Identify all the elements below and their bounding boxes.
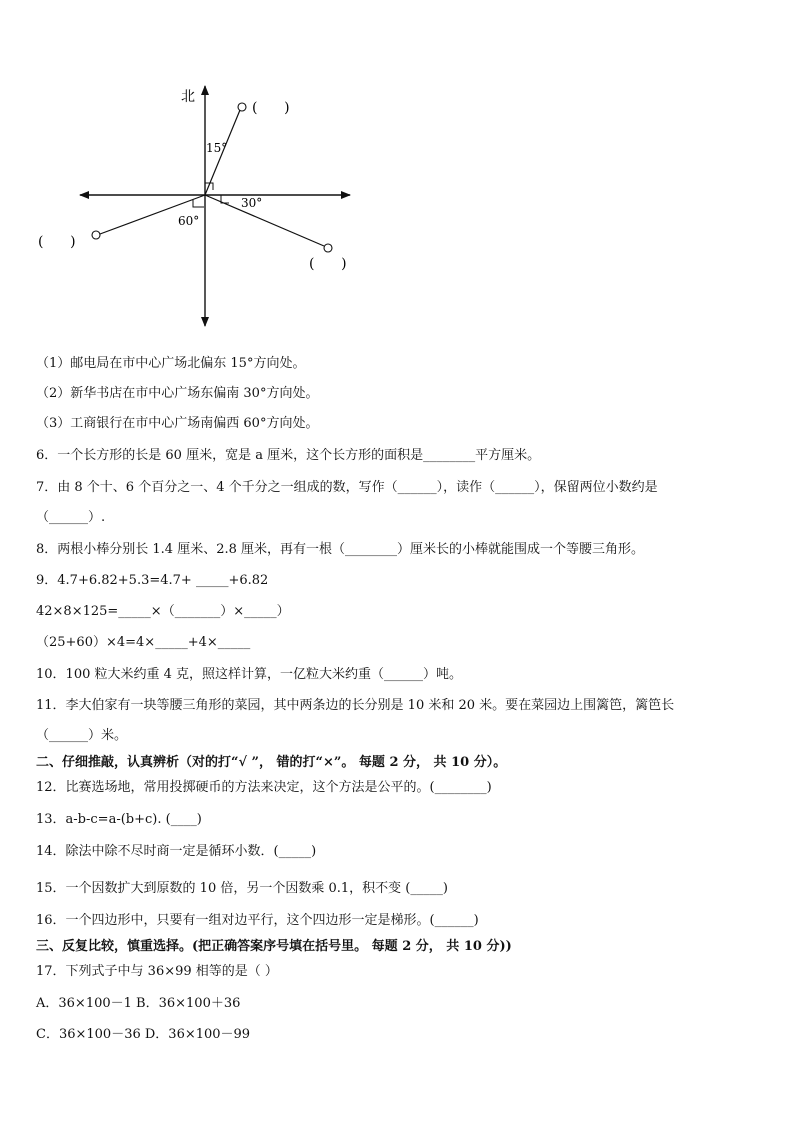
question-14: 14．除法中除不尽时商一定是循环小数．(_____) [36,844,317,859]
angle-label-15: 15° [206,141,228,155]
question-13: 13．a-b-c=a-(b+c). (____) [36,812,202,827]
question-11: 11．李大伯家有一块等腰三角形的菜园，其中两条边的长分别是 10 米和 20 米。要在菜园边上围篱笆，篱笆长 [36,698,675,713]
sub-question-1: （1）邮电局在市中心广场北偏东 15°方向处。 [36,356,306,371]
section-3-heading: 三、反复比较，慎重选择。(把正确答案序号填在括号里。 每题 2 分， 共 10 分)) [36,939,512,954]
question-17-options-ab: A．36×100－1 B．36×100＋36 [36,996,241,1011]
bank-point [92,231,100,239]
question-10: 10．100 粒大米约重 4 克，照这样计算，一亿粒大米约重（______）吨。 [36,667,463,682]
question-9-line-3: （25+60）×4=4×_____+4×_____ [36,635,251,650]
question-9-line-2: 42×8×125=_____×（_______）×_____） [36,604,290,619]
question-17-options-cd: C．36×100－36 D．36×100－99 [36,1027,251,1042]
north-label: 北 [181,89,195,105]
angle-mark-60 [193,199,204,207]
question-15: 15．一个因数扩大到原数的 10 倍，另一个因数乘 0.1，积不变 (_____) [36,881,448,896]
angle-label-30: 30° [241,196,263,210]
question-11-cont: （______）米。 [36,728,128,743]
question-9-line-1: 9．4.7+6.82+5.3=4.7+ _____+6.82 [36,573,269,588]
sub-question-3: （3）工商银行在市中心广场南偏西 60°方向处。 [36,416,319,431]
section-2-heading: 二、仔细推敲，认真辨析（对的打“√ ”， 错的打“×”。 每题 2 分， 共 10 分）。 [36,755,507,770]
direction-diagram [0,0,380,335]
question-17: 17．下列式子中与 36×99 相等的是（ ） [36,964,278,979]
angle-label-60: 60° [178,214,200,228]
answer-bracket-post-office: ( ) [252,100,290,116]
post-office-point [238,103,246,111]
answer-bracket-bank: ( ) [38,234,76,250]
question-12: 12．比赛选场地，常用投掷硬币的方法来决定，这个方法是公平的。(________) [36,780,492,795]
sub-question-2: （2）新华书店在市中心广场东偏南 30°方向处。 [36,386,319,401]
question-16: 16．一个四边形中，只要有一组对边平行，这个四边形一定是梯形。(______) [36,913,479,928]
question-7-cont: （______）. [36,510,106,525]
question-7: 7．由 8 个十、6 个百分之一、4 个千分之一组成的数，写作（______），读作（______），保留两位小数约是 [36,480,658,495]
answer-bracket-bookstore: ( ) [309,256,347,272]
question-8: 8．两根小棒分别长 1.4 厘米、2.8 厘米，再有一根（________）厘米长的小棒就能围成一个等腰三角形。 [36,542,645,557]
bookstore-point [324,244,332,252]
question-6: 6．一个长方形的长是 60 厘米，宽是 a 厘米，这个长方形的面积是________平方厘米。 [36,448,541,463]
